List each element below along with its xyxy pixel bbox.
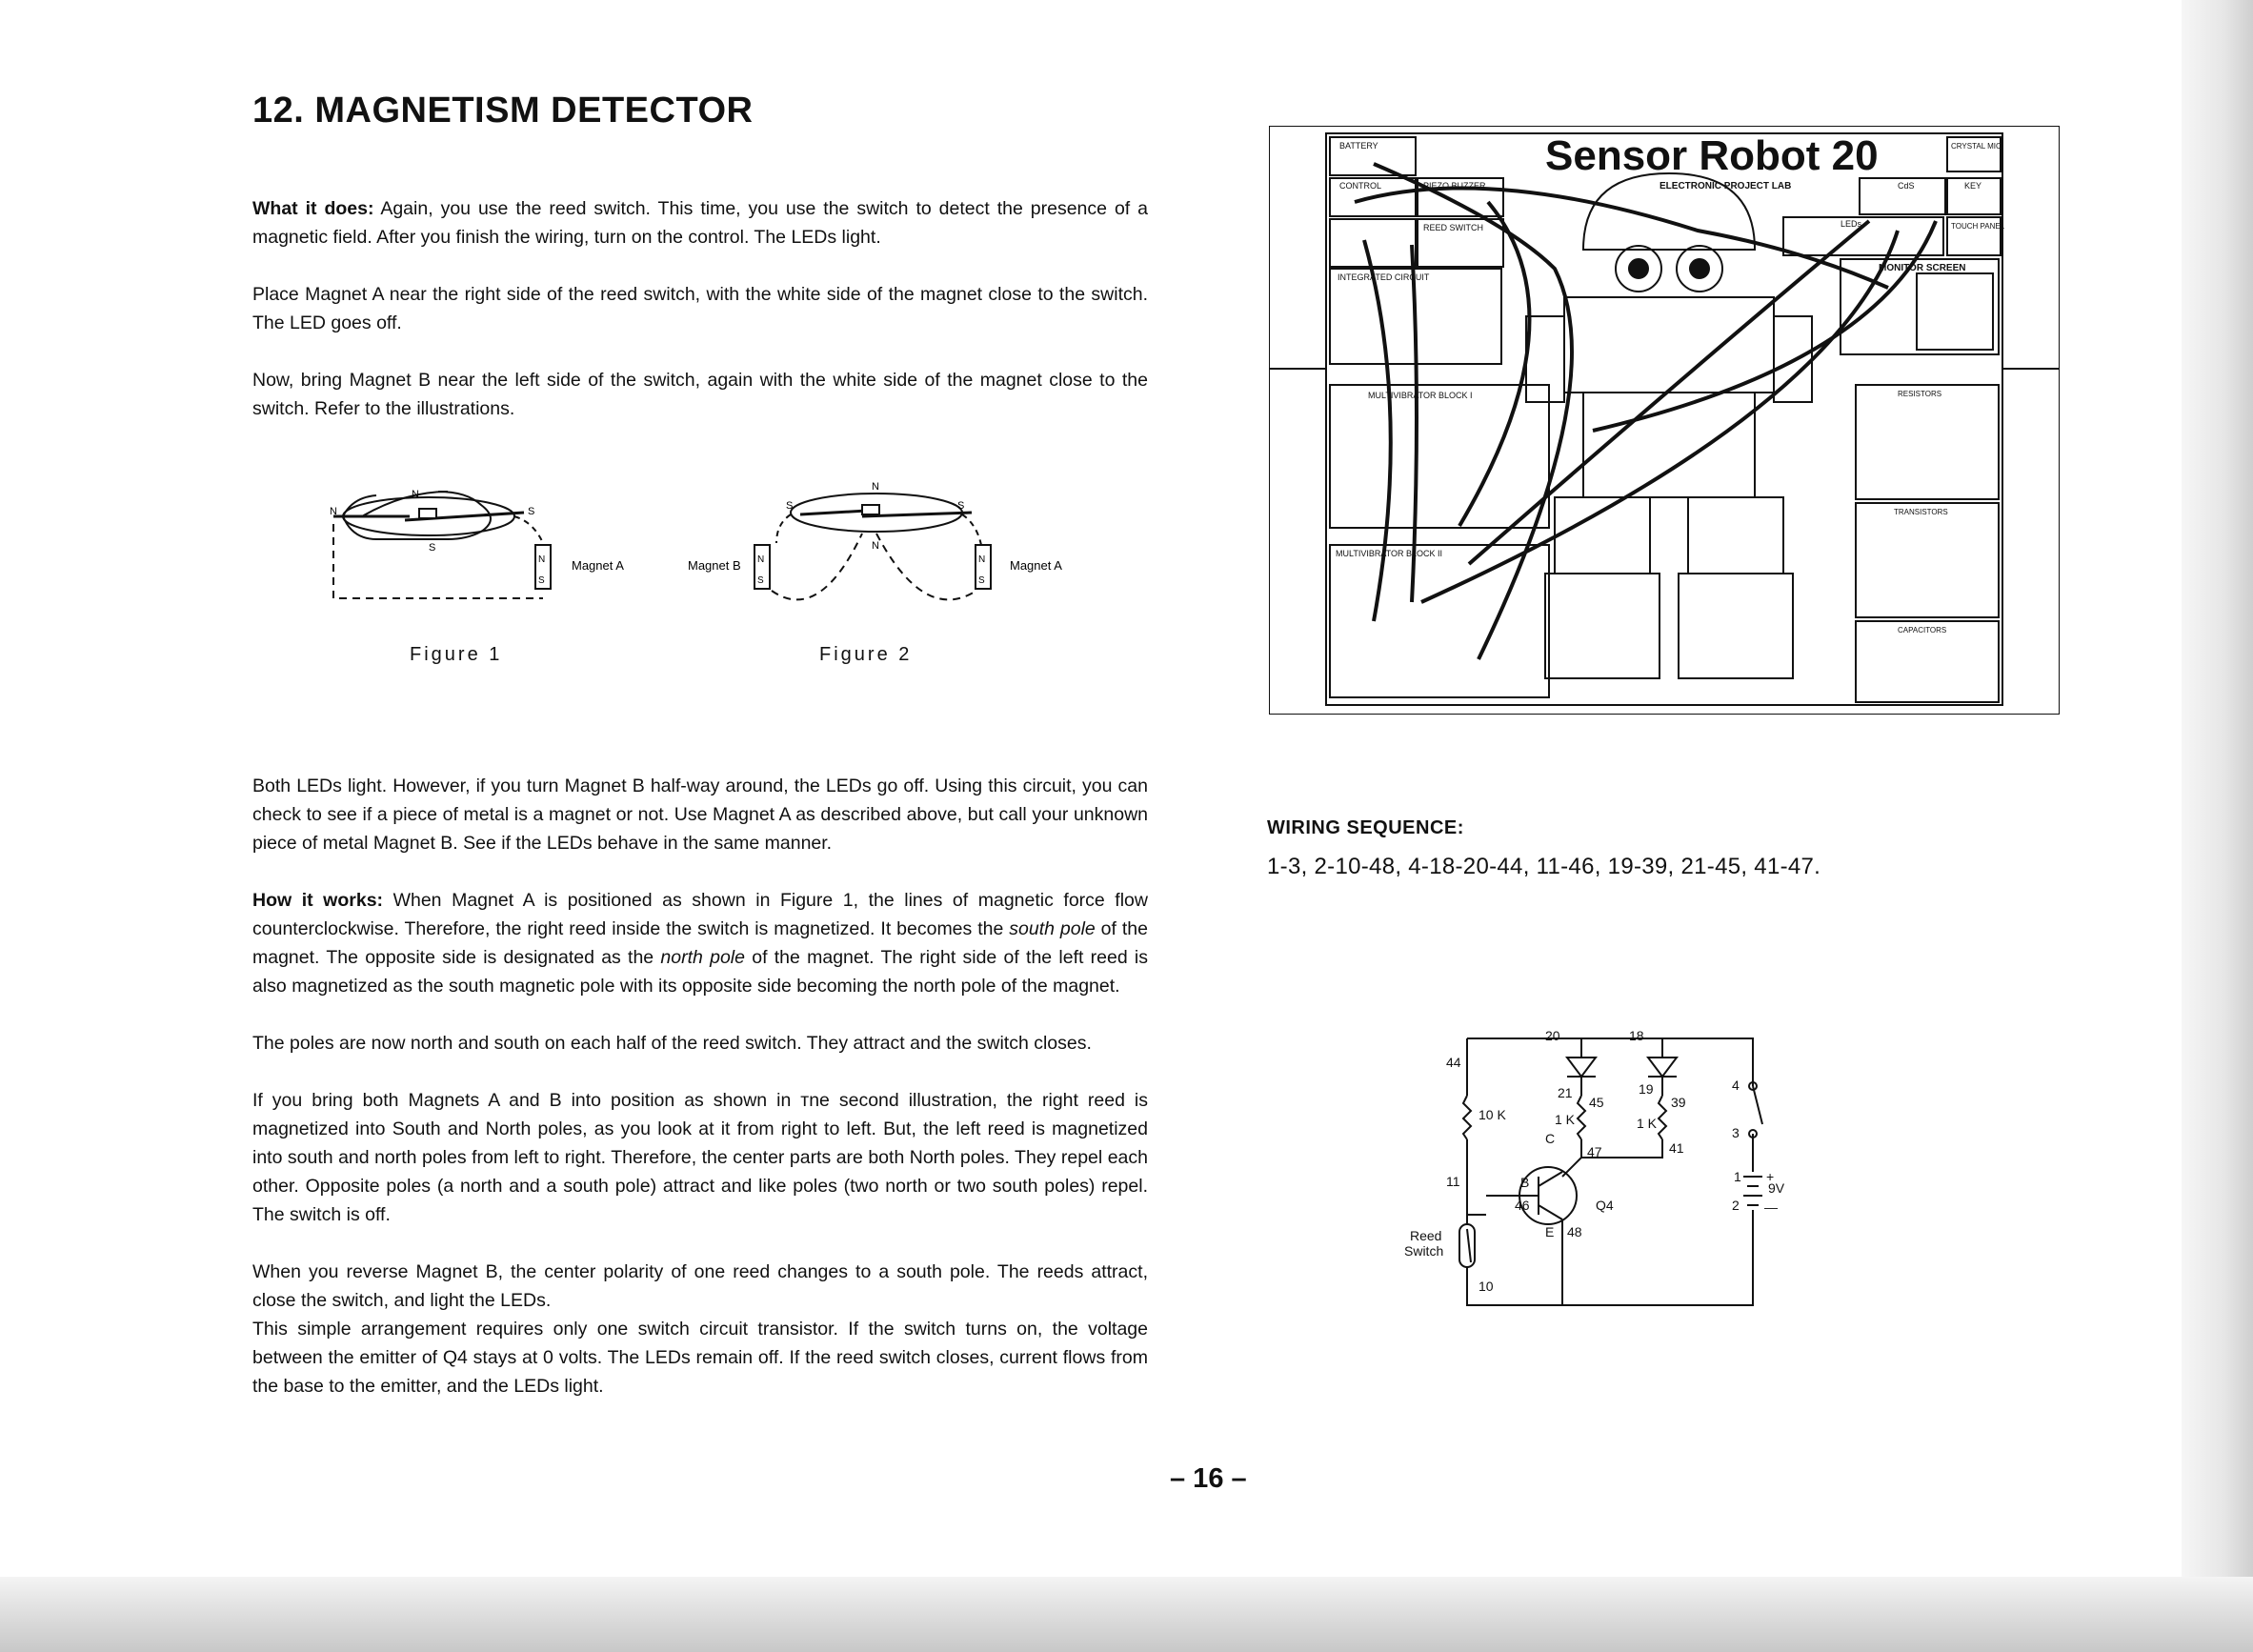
paragraph-what-it-does [252,194,1148,252]
sch-n10: 10 [1479,1279,1494,1294]
fig2-magnet-b-label: Magnet B [688,558,741,573]
sch-reed-2: Switch [1404,1243,1444,1259]
paragraph-how-it-works [252,886,1148,1000]
kit-label-key: KEY [1964,181,1982,191]
kit-label-leds: LEDs [1841,219,1862,229]
article-column-lower [252,772,1148,1400]
how-text-1: When Magnet A is positioned as shown in Figure 1, the lines of magnetic force flow counterclockwise. Therefore, the right reed inside the switch is magnetized. It becomes the [252,890,1148,939]
kit-label-cds: CdS [1898,181,1915,191]
kit-label-control: CONTROL [1339,181,1382,191]
article-column [252,91,1148,423]
kit-label-touch: TOUCH PANEL [1951,222,2005,231]
fig2-magnet-a-label: Magnet A [1010,558,1062,573]
sch-r1k-b: 1 K [1637,1116,1658,1131]
kit-wiring-diagram [1269,126,2060,715]
kit-label-battery: BATTERY [1339,141,1378,151]
figure-1-caption: Figure 1 [410,644,503,665]
kit-label-mv1: MULTIVIBRATOR BLOCK I [1368,391,1473,400]
fig1-s-bottom: S [429,542,436,554]
sch-r1k-a: 1 K [1555,1112,1576,1127]
kit-label-reed: REED SWITCH [1423,223,1483,232]
paragraph-bring-magnet: Now, bring Magnet B near the left side of the switch, again with the white side of the magnet close to the switch. Refer to the illustrations. [252,370,1148,419]
fig1-magnet-n: N [538,554,546,565]
sch-n11: 11 [1446,1174,1460,1189]
page-title: 12. MAGNETISM DETECTOR [252,91,754,131]
page-bottom-shadow [0,1577,2253,1652]
kit-label-monitor: MONITOR SCREEN [1879,263,1966,273]
kit-subtitle: ELECTRONIC PROJECT LAB [1660,181,1792,191]
sch-minus: — [1764,1199,1778,1215]
paragraph-both-magnets: If you bring both Magnets A and B into position as shown in ᴛne second illustration, the right reed is magnetized into South and North poles, as you look at it from right to left. But, the left reed is magnetized into south and north poles from left to right. Therefore, the center parts are both North poles. They repel each other. Opposite poles (a north and a south pole) attract and like poles (two north or two south poles) repel. The switch is off. [252,1090,1148,1225]
paragraph-place-magnet: Place Magnet A near the right side of the reed switch, with the white side of the magnet close to the switch. The LED goes off. [252,284,1148,333]
sch-n48: 48 [1567,1224,1582,1239]
sch-n41: 41 [1669,1140,1684,1156]
lead-how-it-works: How it works: [252,890,384,911]
sch-n46: 46 [1515,1198,1530,1213]
page-edge-shadow [2182,0,2253,1652]
page-number: – 16 – [1170,1463,1247,1494]
fig2-magnet-b-s: S [757,575,764,586]
sch-reed-1: Reed [1410,1228,1442,1243]
circuit-schematic [1400,1029,1800,1315]
sch-n18: 18 [1629,1029,1644,1043]
kit-label-mv2: MULTIVIBRATOR BLOCK II [1336,549,1443,558]
paragraph-poles: The poles are now north and south on each half of the reed switch. They attract and the switch closes. [252,1033,1092,1054]
fig1-magnet-s: S [538,575,545,586]
how-italic-north: north pole [660,947,745,968]
kit-label-crystal: CRYSTAL MIC [1951,142,2002,151]
how-text-3: of the magnet. The right side of the left reed is also magnetized as the south magnetic pole with its opposite side becoming the north pole of the magnet. [252,947,1149,997]
paragraph-reverse-magnet: When you reverse Magnet B, the center polarity of one reed changes to a south pole. The reeds attract, close the switch, and light the LEDs. [252,1261,1148,1311]
sch-n4: 4 [1732,1078,1740,1093]
sch-n47: 47 [1587,1144,1602,1159]
sch-n2: 2 [1732,1198,1740,1213]
sch-r10k: 10 K [1479,1107,1506,1122]
fig1-magnet-a-label: Magnet A [572,558,624,573]
sch-n44: 44 [1446,1055,1461,1070]
what-it-does-text: Again, you use the reed switch. This time, you use the switch to detect the presence of a magnetic field. After you finish the wiring, turn on the control. The LEDs light. [252,198,1148,248]
paragraph-simple-arrangement: This simple arrangement requires only one switch circuit transistor. If the switch turns on, the voltage between the emitter of Q4 stays at 0 volts. The LEDs remain off. If the reed switch closes, current flows from the base to the emitter, and the LEDs light. [252,1319,1148,1397]
kit-label-piezo: PIEZO BUZZER [1423,181,1486,191]
sch-n3: 3 [1732,1125,1740,1140]
sch-n45: 45 [1589,1095,1604,1110]
reed-switch-figures [314,476,1096,667]
fig1-s-right: S [528,506,535,517]
sch-e: E [1545,1224,1555,1239]
fig1-n-top: N [412,489,419,500]
lead-what-it-does: What it does: [252,198,374,219]
kit-label-capacitors: CAPACITORS [1898,626,1947,635]
wiring-sequence-text: 1-3, 2-10-48, 4-18-20-44, 11-46, 19-39, 21-45, 41-47. [1267,854,1821,879]
sch-n39: 39 [1671,1095,1686,1110]
fig2-s-left: S [786,500,794,512]
sch-n20: 20 [1545,1029,1560,1043]
figure-1-drawing [333,492,551,598]
wiring-sequence-title: WIRING SEQUENCE: [1267,817,1464,838]
sch-b: B [1520,1175,1530,1190]
sch-q4: Q4 [1596,1198,1614,1213]
fig2-n-top: N [872,481,879,493]
paragraph-both-leds: Both LEDs light. However, if you turn Magnet B half-way around, the LEDs go off. Using this circuit, you can check to see if a piece of metal is a magnet or not. Use Magnet A as described above, but call your unknown piece of metal Magnet B. See if the LEDs behave in the same manner. [252,776,1148,854]
fig2-n-center: N [872,540,879,552]
sch-n19: 19 [1639,1081,1654,1097]
sch-plus: + [1766,1169,1775,1184]
kit-label-transistors: TRANSISTORS [1894,508,1948,516]
fig2-magnet-a-n: N [978,554,986,565]
kit-label-integrated: INTEGRATED CIRCUIT [1338,272,1430,282]
fig1-n-left: N [330,506,337,517]
sch-9v: 9V [1768,1180,1785,1196]
sch-n21: 21 [1558,1085,1573,1100]
figure-2-caption: Figure 2 [819,644,913,665]
how-text-2: of the magnet. The opposite side is designated as the [252,918,1148,968]
fig2-magnet-a-s: S [978,575,985,586]
fig2-magnet-b-n: N [757,554,765,565]
kit-brand: Sensor Robot 20 [1545,132,1879,179]
how-italic-south: south pole [1009,918,1096,939]
sch-n1: 1 [1734,1169,1741,1184]
fig2-s-right: S [957,500,965,512]
sch-c: C [1545,1131,1556,1146]
kit-label-resistors: RESISTORS [1898,390,1942,398]
